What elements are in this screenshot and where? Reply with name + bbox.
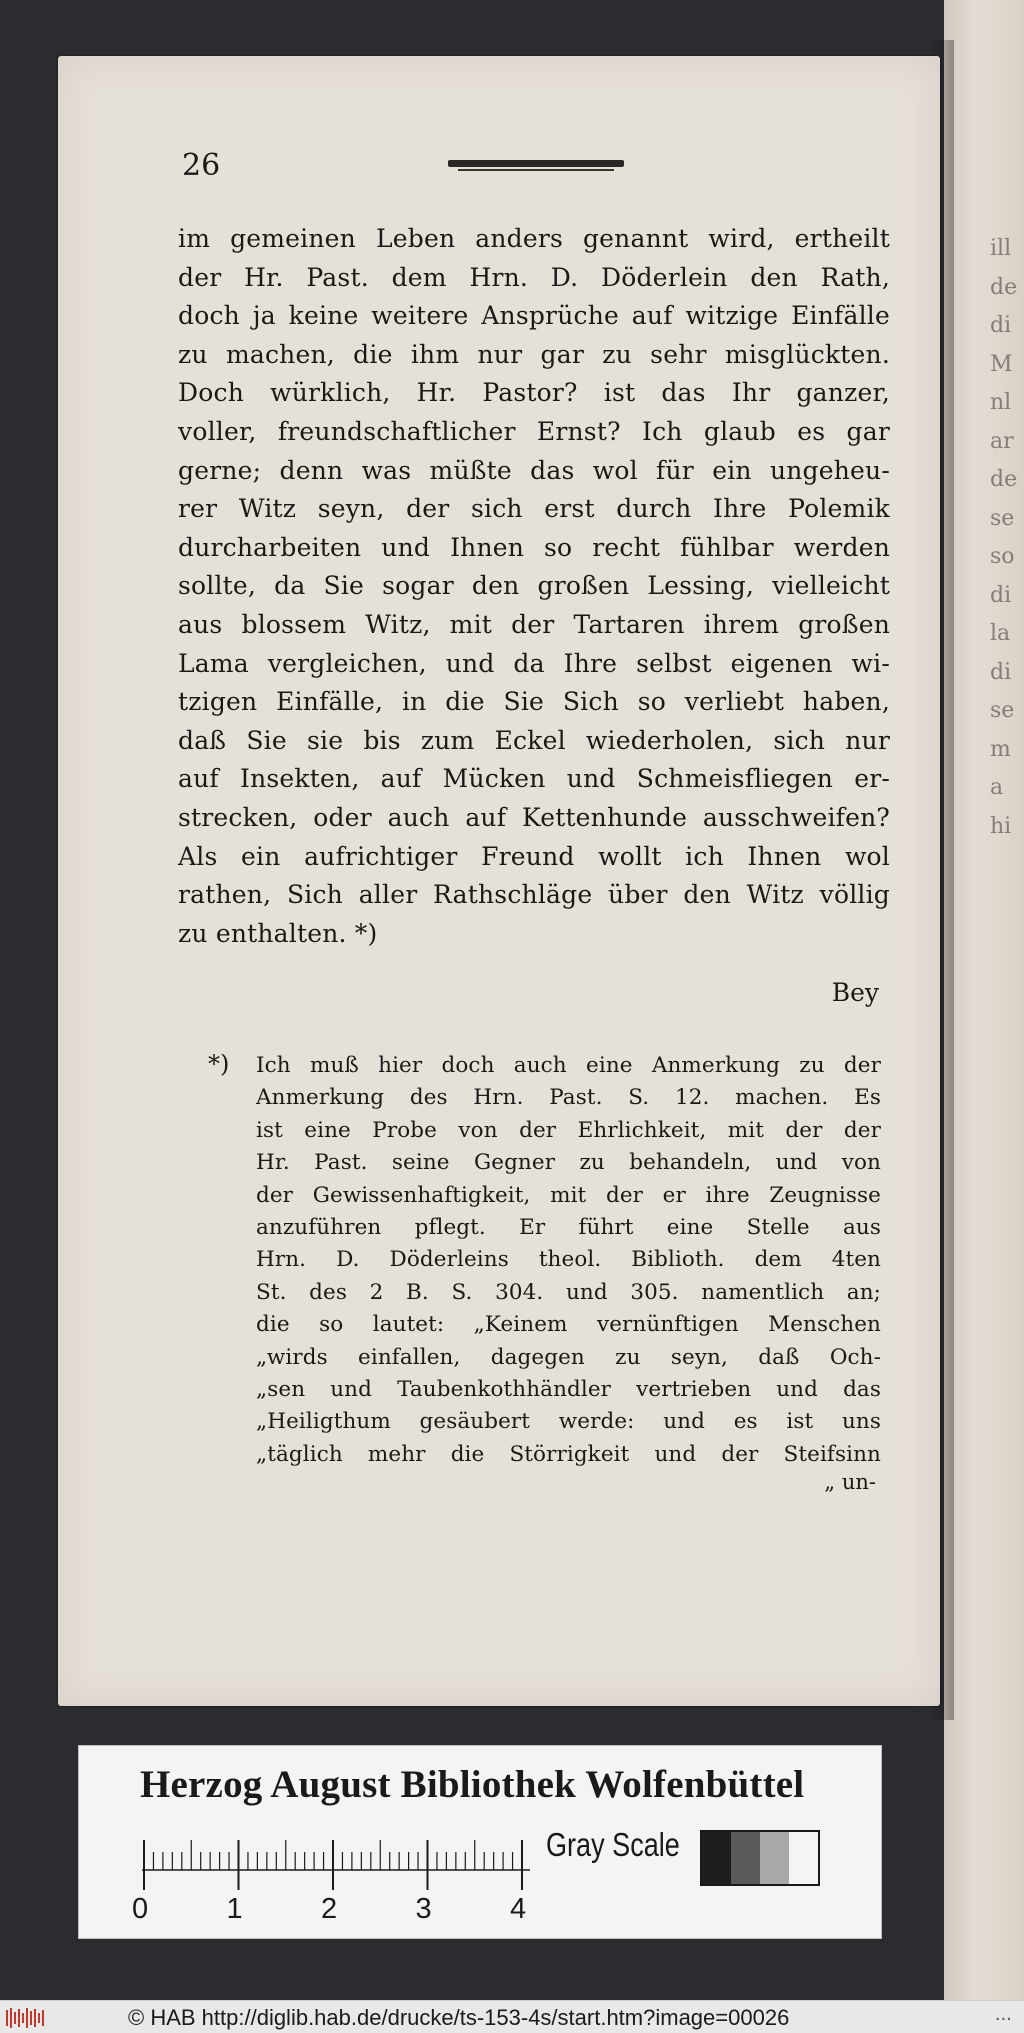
text-line: doch ja keine weitere Ansprüche auf witzige Einfälle xyxy=(178,301,890,331)
text-line: sollte, da Sie sogar den großen Lessing, vielleicht xyxy=(178,571,890,601)
ruler-label: 1 xyxy=(226,1893,243,1925)
footnote-line: anzuführen pflegt. Er führt eine Stelle aus xyxy=(256,1215,881,1241)
footnote-line: ist eine Probe von der Ehrlichkeit, mit der der xyxy=(256,1117,881,1143)
ruler-label: 3 xyxy=(415,1893,432,1925)
library-name: Herzog August Bibliothek Wolfenbüttel xyxy=(140,1763,805,1806)
footnote-line: „Heiligthum gesäubert werde: und es ist uns xyxy=(256,1409,881,1435)
footnote-line: St. des 2 B. S. 304. und 305. namentlich an; xyxy=(256,1279,881,1305)
page-number: 26 xyxy=(182,148,221,183)
catchword-footnote: „ un- xyxy=(824,1470,876,1494)
footnote-line: der Gewissenhaftigkeit, mit der er ihre Zeugnisse xyxy=(256,1182,881,1208)
text-line: durcharbeiten und Ihnen so recht fühlbar werden xyxy=(178,532,890,562)
footnote-text xyxy=(256,1050,881,1471)
text-line: rer Witz seyn, der sich erst durch Ihre Polemik xyxy=(178,494,890,524)
text-line: strecken, oder auch auf Kettenhunde ausschweifen? xyxy=(178,802,890,832)
text-line: voller, freundschaftlicher Ernst? Ich glaub es gar xyxy=(178,416,890,446)
text-line: im gemeinen Leben anders genannt wird, ertheilt xyxy=(178,224,890,253)
main-text xyxy=(178,220,890,953)
footnote-line: Hr. Past. seine Gegner zu behandeln, und von xyxy=(256,1150,881,1176)
gray-scale-swatch xyxy=(700,1830,820,1886)
hab-logo-icon xyxy=(6,2007,48,2029)
footer-copyright-url[interactable]: © HAB http://diglib.hab.de/drucke/ts-153-4s/start.htm?image=00026 xyxy=(128,2005,790,2030)
gray-swatch-cell xyxy=(731,1832,760,1884)
ruler-label: 4 xyxy=(510,1893,527,1925)
text-line: daß Sie sie bis zum Eckel wiederholen, sich nur xyxy=(178,725,890,755)
catchword-main: Bey xyxy=(831,978,879,1007)
footnote-line: Anmerkung des Hrn. Past. S. 12. machen. Es xyxy=(256,1085,881,1111)
text-line: tzigen Einfälle, in die Sie Sich so verliebt haben, xyxy=(178,687,890,717)
ruler-scale xyxy=(140,1832,532,1890)
text-line: Doch würklich, Hr. Pastor? ist das Ihr ganzer, xyxy=(178,378,890,408)
footnote-marker: *) xyxy=(208,1050,230,1078)
footer-bar xyxy=(0,2000,1024,2033)
text-line: auf Insekten, auf Mücken und Schmeisfliegen er- xyxy=(178,764,890,794)
footnote-line: Ich muß hier doch auch eine Anmerkung zu der xyxy=(256,1053,881,1078)
footnote-line: „sen und Taubenkothhändler vertrieben und das xyxy=(256,1377,881,1403)
text-line: gerne; denn was müßte das wol für ein ungeheu- xyxy=(178,455,890,485)
footnote-line: Hrn. D. Döderleins theol. Biblioth. dem 4ten xyxy=(256,1247,881,1273)
header-rule xyxy=(448,160,624,167)
text-line: zu machen, die ihm nur gar zu sehr misglückten. xyxy=(178,339,890,369)
ruler-label: 2 xyxy=(321,1893,338,1925)
footnote-line: die so lautet: „Keinem vernünftigen Menschen xyxy=(256,1312,881,1338)
text-line: rathen, Sich aller Rathschläge über den Witz völlig xyxy=(178,880,890,910)
next-page-fragments: ill de di M nl ar de se so di la di se m a hi xyxy=(990,236,1018,839)
footnote-line: „täglich mehr die Störrigkeit und der Steifsinn xyxy=(256,1441,881,1467)
more-menu-icon[interactable]: ... xyxy=(994,2004,1012,2025)
gray-swatch-cell xyxy=(789,1832,818,1884)
gray-swatch-cell xyxy=(760,1832,789,1884)
text-line: Lama vergleichen, und da Ihre selbst eigenen wi- xyxy=(178,648,890,678)
text-line: der Hr. Past. dem Hrn. D. Döderlein den Rath, xyxy=(178,262,890,292)
gray-swatch-cell xyxy=(702,1832,731,1884)
ruler-label: 0 xyxy=(132,1893,149,1925)
text-line: zu enthalten. *) xyxy=(178,918,378,948)
gray-scale-label: Gray Scale xyxy=(546,1826,680,1863)
text-line: Als ein aufrichtiger Freund wollt ich Ihnen wol xyxy=(178,841,890,871)
footnote-line: „wirds einfallen, dagegen zu seyn, daß Och- xyxy=(256,1344,881,1370)
text-line: aus blossem Witz, mit der Tartaren ihrem großen xyxy=(178,609,890,639)
ruler-labels xyxy=(132,1893,532,1927)
